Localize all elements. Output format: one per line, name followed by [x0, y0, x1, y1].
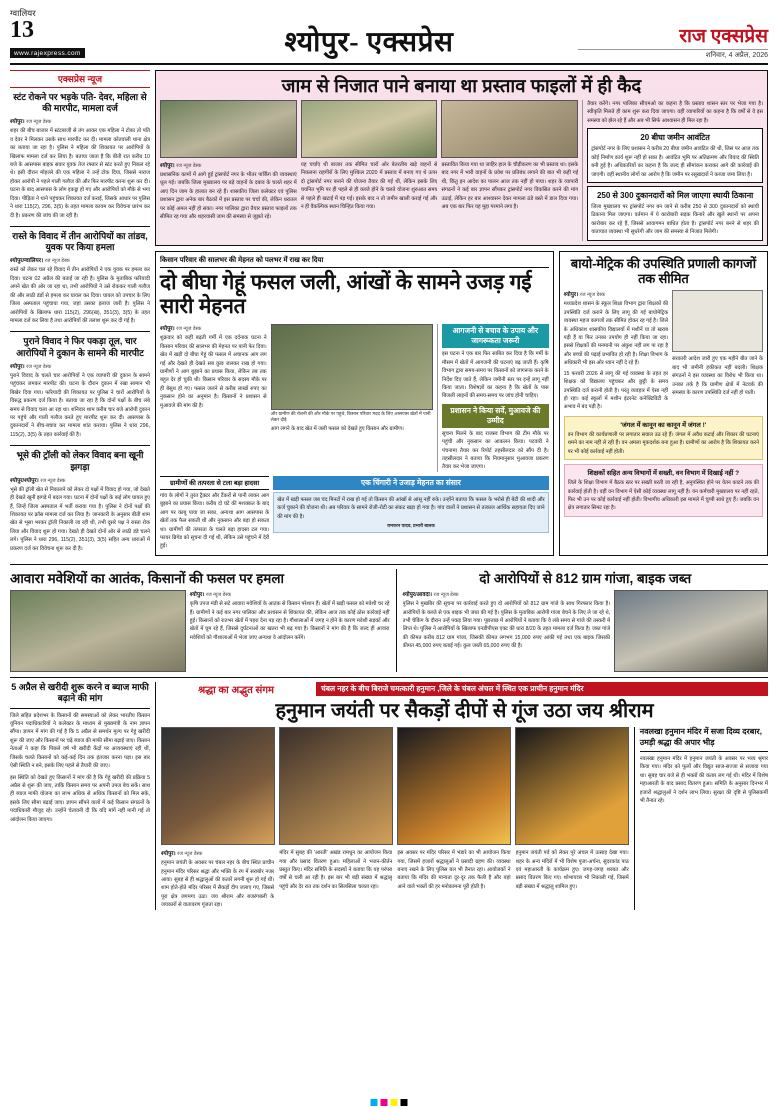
- body-text: मध्यप्रदेश शासन के स्कूल शिक्षा विभाग द्वारा शिक्षकों की उपस्थिति दर्ज कराने के लिए लागू की गई बायोमेट्रिक व्यवस्था महज कागजों तक सीमित होकर रह गई है। जिले के अधिकांश शासकीय विद्यालयों में मशीनें या तो खराब पड़ी हैं या फिर उनका उपयोग ही नहीं किया जा रहा। इससे शिक्षकों की मनमानी पर अंकुश नहीं लग पा रहा है और बच्चों की पढ़ाई प्रभावित हो रही है। शिक्षा विभाग के अधिकारी भी इस ओर ध्यान नहीं दे रहे हैं।: [563, 301, 669, 367]
- headline: दो आरोपियों से 812 ग्राम गांजा, बाइक जब्त: [479, 571, 692, 587]
- body-text: खेत में खड़ी फसल जब चंद मिनटों में राख हो गई तो किसान की आंखों से आंसू नहीं रुके। उन्होंने बताया कि फसल के भरोसे ही बेटी की शादी और कर्ज चुकाने की योजना थी। अब परिवार के सामने रोजी-रोटी का संकट खड़ा हो गया है। गांव वालों ने प्रशासन से तत्काल आर्थिक सहायता दिए जाने की मांग की है।: [277, 496, 545, 520]
- dateline-place: श्योपुर/ग्वालियर।: [10, 258, 44, 265]
- body-text: भूसे की ट्रॉली खेत से निकालने को लेकर दो पक्षों में विवाद हो गया, जो देखते ही देखते खूनी झगड़े में बदल गया। घटना में दोनों पक्षों के कई लोग घायल हुए हैं, जिन्हें जिला अस्पताल में भर्ती कराया गया है। पुलिस ने दोनों पक्षों की शिकायत पर क्रॉस मामला दर्ज कर लिया है। जानकारी के अनुसार बीती शाम खेत से भूसा भरकर ट्रॉली निकाली जा रही थी, तभी दूसरे पक्ष ने रास्ता रोक लिया और विवाद शुरू हो गया। देखते ही देखते दोनों ओर से लाठी डंडे चलने लगे। पुलिस ने धारा 296, 115(2), 351(3), 3(5) सहित अन्य धाराओं में प्रकरण दर्ज कर विवेचना शुरू कर दी है।: [10, 486, 150, 552]
- strip-head: एक चिंगारी ने उजाड़ मेहनत का संसार: [273, 476, 548, 490]
- biometric-body: [564, 290, 763, 411]
- photo-transport-nagar: [301, 100, 438, 158]
- top-story-sidebars: [582, 100, 763, 241]
- overline: श्रद्धा का अद्भुत संगम: [198, 685, 274, 697]
- dateline-source: रज न्यूज डेस्क: [26, 363, 52, 370]
- dateline-source: रज न्यूज डेस्क: [44, 258, 70, 265]
- dateline: [10, 476, 150, 484]
- right-area: [155, 70, 768, 559]
- body-text-3: सरकारी आदेश जारी हुए एक महीने बीत जाने के बाद भी जमीनी हकीकत नहीं बदली। शिक्षक संगठनों ने इस व्यवस्था का विरोध भी किया था। उनका तर्क है कि ग्रामीण क्षेत्रों में नेटवर्क की समस्या के कारण उपस्थिति दर्ज नहीं हो पाती।: [672, 356, 763, 397]
- headline: भूसे की ट्रॉली को लेकर विवाद बना खूनी झगड़ा: [16, 450, 144, 472]
- top-story-traffic-jam: [155, 70, 768, 246]
- dateline-place: श्योपुर।: [161, 851, 176, 858]
- subhead-villagers: ग्रामीणों की तत्परता से टला बड़ा हादसा: [160, 476, 269, 490]
- headline: हनुमान जयंती पर सैकड़ों दीपों से गूंज उठा जय श्रीराम: [275, 700, 654, 723]
- feature-row: [155, 251, 768, 556]
- biometric-col-1: [564, 290, 668, 411]
- page-title: श्योपुर- एक्सप्रेस: [284, 26, 454, 58]
- body-text: पुलिस ने मुखबिर की सूचना पर कार्रवाई करते हुए दो आरोपियों को 812 ग्राम गांजे के साथ गिरफ्तार किया है। आरोपियों के कब्जे से एक बाइक भी जब्त की गई है। पुलिस के मुताबिक आरोपी गांजा बेचने के लिए ले जा रहे थे, तभी चेकिंग के दौरान उन्हें पकड़ लिया गया। पूछताछ में आरोपियों ने बताया कि वे लंबे समय से गांजे की तस्करी में लिप्त थे। पुलिस ने आरोपियों के खिलाफ एनडीपीएस एक्ट की धारा 8/20 के तहत मामला दर्ज किया है। जब्त गांजे की कीमत करीब 812 ग्राम गांजा, जिसकी कीमत लगभग 15,000 रुपए आंकी गई तथा एक बाइक जिसकी कीमत 45,000 रुपए बताई गई। कुल जब्ती 65,000 रुपए की है।: [402, 601, 611, 650]
- hanuman-col-3: [397, 849, 510, 910]
- top-story-col-2: [301, 100, 438, 241]
- body-text: वन विभाग की कार्यप्रणाली पर लगातार सवाल उठ रहे हैं। जंगल में अवैध कटाई और शिकार की घटनाएं थमने का नाम नहीं ले रही हैं। वन अमला मूकदर्शक बना हुआ है। ग्रामीणों का आरोप है कि शिकायत करने पर भी कोई कार्रवाई नहीं होती।: [567, 431, 759, 455]
- photo-traffic: [160, 100, 297, 158]
- brand-logo: राज एक्सप्रेस: [679, 25, 768, 47]
- body-text: इस घटना ने एक बार फिर साबित कर दिया है कि गर्मी के मौसम में खेतों में आगजनी की घटनाएं बढ़ जाती हैं। कृषि विभाग द्वारा समय-समय पर किसानों को जागरूक करने के निर्देश दिए जाते हैं, लेकिन जमीनी स्तर पर इन्हें लागू नहीं किया जाता। विशेषज्ञों का कहना है कि खेतों के पास बिजली लाइनों की समय-समय पर जांच होनी चाहिए।: [442, 351, 549, 400]
- body-text: पुराने विवाद के चलते चार आरोपियों ने एक व्यापारी की दुकान के सामने पहुंचकर जमकर मारपीट की। घटना के दौरान दुकान में रखा सामान भी बिखेर दिया गया। फरियादी की शिकायत पर पुलिस ने चारों आरोपियों के विरुद्ध प्रकरण दर्ज किया है। बताया जा रहा है कि दोनों पक्षों के बीच लंबे समय से विवाद चला आ रहा था। शनिवार शाम करीब चार बजे आरोपी दुकान पर पहुंचे और गाली गलौज करते हुए मारपीट शुरू कर दी। आसपास के दुकानदारों ने बीच-बचाव कर मामला शांत कराया। पुलिस ने धारा 296, 115(2), 3(5) के तहत कार्रवाई की है।: [10, 372, 150, 438]
- masthead: [10, 8, 768, 65]
- hanuman-text-cols: [161, 849, 629, 910]
- dateline-source: रज न्यूज डेस्क: [176, 163, 202, 170]
- divider: [10, 226, 150, 227]
- publication-date: शनिवार, 4 अप्रैल, 2026: [578, 49, 768, 60]
- magenta-mark: [381, 1099, 388, 1106]
- masthead-left: [10, 8, 160, 60]
- headline: 5 अप्रैल से खरीदी शुरू करने व ब्याज माफी बढ़ाने की मांग: [11, 682, 149, 704]
- photo-wrap-4: [515, 727, 629, 845]
- sidebar-head-survey: प्रशासन ने किया सर्वे, मुआवजे की उम्मीद: [442, 404, 549, 428]
- headline: जाम से निजात पाने बनाया था प्रस्ताव फाइलों में ही कैद: [281, 74, 642, 96]
- headline: बायो-मेट्रिक की उपस्थिति प्रणाली कागजों तक सीमित: [570, 255, 756, 287]
- dateline-place: श्योपुर/श्योपुर।: [10, 477, 39, 484]
- headline: 250 से 300 दुकानदारों को मिल जाएगा स्थायी ठिकाना: [596, 191, 754, 201]
- cattle-photo-wrap: [10, 590, 186, 672]
- edition-city: ग्वालियर: [10, 8, 36, 18]
- body-text: नवलखा हनुमान मंदिर में हनुमान जयंती के अवसर पर भव्य श्रृंगार किया गया। मंदिर को फूलों और विद्युत साज-सज्जा से सजाया गया था। सुबह चार बजे से ही भक्तों की कतार लग गई थी। मंदिर में विशेष महाआरती के बाद प्रसाद वितरण हुआ। समिति के अनुसार दिनभर में हजारों श्रद्धालुओं ने दर्शन लाभ लिया। सुरक्षा की दृष्टि से पुलिसकर्मी भी तैनात रहे।: [639, 755, 768, 805]
- band-cattle-ganja: [10, 564, 768, 672]
- top-story-col-3: [441, 100, 578, 241]
- dateline-place: श्योपुर।: [563, 292, 579, 299]
- top-story-columns: [160, 100, 763, 241]
- story-stunt: [10, 92, 150, 220]
- photo-idol-decorated: [279, 727, 393, 845]
- dateline-source: रज न्यूज डेस्क: [579, 292, 605, 299]
- kicker: किसान परिवार की सालभर की मेहनत को पलभर में राख कर दिया: [160, 256, 549, 268]
- hanuman-col-2: [279, 849, 392, 910]
- body-text: कृषि उपज मंडी से सटे आवारा मवेशियों के आतंक से किसान परेशान हैं। खेतों में खड़ी फसल को मवेशी चर रहे हैं। ग्रामीणों ने कई बार नगर पालिका और प्रशासन से शिकायत की, लेकिन आज तक कोई ठोस कार्रवाई नहीं हुई। किसानों को रातभर खेतों में पहरा देना पड़ रहा है। गौशालाओं में जगह न होने के कारण मवेशी सड़कों और खेतों में घूम रहे हैं, जिससे दुर्घटनाओं का खतरा भी बढ़ गया है। किसानों ने मांग की है कि जल्द ही आवारा मवेशियों को गौशालाओं में भेजा जाए अन्यथा वे आंदोलन करेंगे।: [189, 601, 390, 641]
- photo-wrap-1: [161, 727, 275, 845]
- story-biometric: [559, 251, 768, 556]
- body-text: हनुमान जयंती के अवसर पर चंबल नहर के बीच स्थित प्राचीन हनुमान मंदिर परिसर श्रद्धा और भक्ति के रंग में सराबोर नजर आया। सुबह से ही श्रद्धालुओं की कतारें लगनी शुरू हो गईं थीं। शाम होते-होते मंदिर परिसर में सैकड़ों दीप जलाए गए, जिससे पूरा क्षेत्र जगमगा उठा। जय श्रीराम और बजरंगबली के जयकारों से वातावरण गूंजता रहा।: [161, 860, 275, 909]
- body-text: जिले के शिक्षा विभाग में बैठक स्तर पर सख्ती बरती जा रही है, अनुपस्थित होने पर वेतन काटने तक की कार्रवाई होती है। वहीं वन विभाग में ऐसी कोई व्यवस्था लागू नहीं है। वन कर्मचारी मुख्यालय पर नहीं रहते, फिर भी उन पर कोई कार्रवाई नहीं होती। विभागीय अधिकारी इस मामले में चुप्पी साधे हुए हैं। जबकि वन क्षेत्र लगातार सिमट रहा है।: [567, 480, 759, 512]
- dateline-place: श्योपुर।: [189, 592, 205, 599]
- dateline: [161, 849, 274, 857]
- black-mark: [401, 1099, 408, 1106]
- story-ganja: [403, 569, 768, 672]
- body-text: इस अवसर पर मंदिर परिसर में भंडारे का भी आयोजन किया गया, जिसमें हजारों श्रद्धालुओं ने प्रसादी ग्रहण की। व्यवस्था बनाए रखने के लिए पुलिस बल भी तैनात रहा। आयोजकों ने बताया कि मंदिर की मान्यता दूर-दूर तक फैली है और यहां आने वाले भक्तों की हर मनोकामना पूरी होती है।: [397, 850, 511, 890]
- page-number: 13: [10, 17, 34, 43]
- dateline-place: श्योपुर।: [160, 326, 175, 333]
- photo-police: [614, 590, 768, 672]
- story-road-dispute: [10, 231, 150, 325]
- dateline: [10, 256, 150, 264]
- headline: शिक्षकों सहित अन्य विभागों में सख्ती, वन विभाग में दिखाई नहीं ?: [587, 470, 740, 478]
- photo-caption-2: आग लगने के बाद खेत में जली फसल को देखते हुए किसान और ग्रामीण।: [270, 426, 404, 433]
- feature-body: [160, 324, 549, 472]
- body-text: रास्ते को लेकर चल रहे विवाद में तीन आरोपियों ने एक युवक पर हमला कर दिया। घटना 02 अप्रैल की बताई जा रही है। पुलिस के मुताबिक फरियादी अपने खेत की ओर जा रहा था, तभी आरोपियों ने उसे रोककर गाली गलौज की और लाठी डंडों से हमला कर घायल कर दिया। घायल को उपचार के लिए जिला अस्पताल पहुंचाया गया, जहां उसका इलाज जारी है। पुलिस ने आरोपियों के खिलाफ धारा 115(2), 296(ख), 351(3), 3(5) के तहत मामला दर्ज कर लिया है तथा आरोपियों की तलाश शुरू कर दी गई है।: [10, 267, 150, 324]
- story-trolley-fight: [10, 450, 150, 553]
- hanuman-photos: [161, 727, 629, 845]
- masthead-center: [160, 22, 578, 60]
- main-content: [10, 70, 768, 559]
- top-story-col-1: [160, 100, 297, 241]
- hanuman-body: [161, 727, 768, 910]
- dateline-source: रज न्यूज डेस्क: [176, 326, 202, 333]
- sidebar-navlakha: [640, 727, 768, 910]
- photo-wrap-3: [397, 727, 511, 845]
- cmyk-registration-marks: [371, 1099, 408, 1106]
- sidebar-head-fire-safety: आगजनी से बचाव के उपाय और जागरूकता जरूरी: [442, 324, 549, 348]
- band-row: [10, 569, 768, 672]
- dateline-source: रज न्यूज डेस्क: [433, 592, 459, 599]
- photo-burnt-field: [271, 324, 433, 410]
- hanuman-col-4: [516, 849, 629, 910]
- strip-body: [273, 492, 548, 533]
- headline: स्टंट रोकने पर भड़के पति- देवर, महिला से की मारपीट, मामला दर्ज: [13, 91, 147, 114]
- body-text: जिला मुख्यालय पर ट्रांसपोर्ट नगर बन जाने से करीब 250 से 300 दुकानदारों को स्थायी ठिकाना मिल जाएगा। वर्तमान में ये कारोबारी सड़क किनारे और खुले स्थानों पर अपना कारोबार कर रहे हैं, जिससे आवागमन बाधित होता है। ट्रांसपोर्ट नगर बनने से शहर की यातायात व्यवस्था भी सुधरेगी और जाम की समस्या से निजात मिलेगी।: [591, 204, 759, 236]
- feature-bottom-strip: [273, 476, 548, 551]
- feature-col-sidebars: [437, 324, 549, 472]
- dateline: [564, 290, 668, 298]
- dateline: [10, 362, 150, 370]
- dateline: [160, 324, 267, 332]
- sidebar-250-shops: [587, 186, 763, 241]
- vertical-divider: [155, 682, 156, 910]
- hanuman-header: [161, 682, 768, 696]
- body-text: प्रस्तावित किया गया था जाहिर हाल के चौड़ीकरण का भी प्रस्ताव था। इसके बाद नगर में भारी वाहनों के प्रवेश पर प्रतिबंध लगाने की बात भी कही गई थी, किंतु इन आदेश का पालन आज तक नहीं हो पाया। शहर के व्यापारी संगठनों ने कई बार ज्ञापन सौंपकर ट्रांसपोर्ट नगर विकसित करने की मांग उठाई, लेकिन हर बार आश्वासन देकर मामला ठंडे बस्ते में डाल दिया गया। अब एक बार फिर यह मुद्दा गरमाने लगा है।: [441, 162, 579, 211]
- photo-temple-deity: [161, 727, 275, 845]
- byline: रामचरन यादव, प्रभारी बालक: [387, 523, 435, 529]
- photo-signboard: [441, 100, 578, 158]
- feature-hanuman: [161, 682, 768, 910]
- dateline-place: श्योपुर।: [10, 363, 25, 370]
- feature-col-photo: [271, 324, 433, 472]
- headline: नवलखा हनुमान मंदिर में सजा दिव्य दरबार, उमड़ी श्रद्धा की अपार भीड़: [639, 727, 762, 747]
- headline: रास्ते के विवाद में तीन आरोपियों का तांडव, युवक पर किया हमला: [12, 230, 148, 253]
- cattle-text-wrap: [190, 590, 390, 672]
- dateline-source: रज न्यूज डेस्क: [26, 119, 52, 126]
- body-text-2: 15 फरवरी 2026 से लागू की गई व्यवस्था के तहत हर शिक्षक को विद्यालय पहुंचकर और छुट्टी के समय उपस्थिति दर्ज करानी होती है। परंतु व्यवहार में ऐसा नहीं हो रहा। कई स्कूलों में मशीन इंटरनेट कनेक्टिविटी के अभाव में बंद पड़ी है।: [563, 370, 669, 411]
- section-tag-express-news: एक्सप्रेस न्यूज: [10, 70, 150, 88]
- sidebar-20-bigha: [587, 128, 763, 183]
- website-url[interactable]: www.rajexpress.com: [10, 48, 85, 58]
- body-text: यह चर्चाएं थी बाजार तक सीमित चारों ओर बेतरतीब खड़े वाहनों से निकलना राहगीरों के लिए मुश्किल 2020 में प्रस्ताव में बनाए गए थे ऊपर दो ट्रांसपोर्ट नगर बनाने की योजना तैयार की गई थी, लेकिन इसके लिए चयनित भूमि पर ही पहले से ही कब्जे होने के चलते योजना शुरुआत समय से पहले ही खटाई में पड़ गई। इसके बाद न तो जमीन खाली कराई गई और न ही वैकल्पिक स्थान चिन्हित किया गया।: [300, 162, 438, 211]
- dateline: [403, 590, 611, 598]
- body-text: प्रशासनिक कामों में आगे हुई ट्रांसपोर्ट नगर के भीतर पार्किंग की व्यवस्थाएं धूल गई। जबकि जिला मुख्यालय पर बड़े वाहनों के दबाव के चलते शहर में आए दिन जाम के हालात बन रहे हैं। शासकीय जिला कलेक्टर एवं पुलिस प्रशासन द्वारा अनेक बार बैठकों में इस प्रस्ताव पर चर्चा की, लेकिन धरातल पर कोई अमल नहीं हो सका। नगर पालिका द्वारा तैयार प्रस्ताव फाइलों तक सीमित रह गया और शहरवासी जाम की समस्या से जूझते रहे।: [160, 172, 297, 221]
- headline: 'जंगल में कानून का कानून में जंगल !': [620, 421, 707, 429]
- masthead-right: [578, 22, 768, 60]
- headline: दो बीघा गेहूं फसल जली, आंखों के सामने उजड़ गई सारी मेहनत: [160, 270, 532, 319]
- dateline-source: रज न्यूज डेस्क: [206, 592, 232, 599]
- body-text: ट्रांसपोर्ट नगर के लिए प्रशासन ने करीब 20 बीघा जमीन आवंटित की थी, जिस पर आज तक कोई निर्माण कार्य शुरू नहीं हो सका है। आवंटित भूमि पर अतिक्रमण और विवाद की स्थिति बनी हुई है। अधिकारियों का कहना है कि जल्द ही सीमांकन कराकर आगे की कार्रवाई की जाएगी। वहीं स्थानीय लोगों का आरोप है कि जमीन पर रसूखदारों ने कब्जा जमा लिया है।: [591, 146, 759, 178]
- body-text: सूचना मिलने के बाद राजस्व विभाग की टीम मौके पर पहुंची और नुकसान का आकलन किया। पटवारी ने पंचनामा तैयार कर रिपोर्ट तहसीलदार को सौंप दी है। तहसीलदार ने बताया कि नियमानुसार मुआवजा प्रकरण तैयार कर भेजा जाएगा।: [442, 430, 549, 471]
- dateline: [190, 590, 390, 598]
- dateline-source: रज न्यूज डेस्क: [177, 851, 203, 858]
- body-text: तैयार करेंगे। नगर पालिका सीएमओ का कहना है कि प्रस्ताव शासन स्तर पर भेजा गया है। स्वीकृति मिलते ही काम शुरू करा दिया जाएगा। वहीं व्यापारियों का कहना है कि वर्षों से वे इस समस्या को झेल रहे हैं और अब भी सिर्फ आश्वासन ही मिल रहा है।: [587, 101, 763, 124]
- photo-cattle: [10, 590, 186, 672]
- ganja-text-wrap: [403, 590, 611, 672]
- body-text: शुक्रवार को कहीं बढ़ती गर्मी में एक दर्दनाक घटना ने किसान परिवार की सालभर की मेहनत पर पानी फेर दिया। खेत में खड़ी दो बीघा गेहूं की फसल में अचानक आग लग गई और देखते ही देखते सब कुछ जलकर राख हो गया। ग्रामीणों ने आग बुझाने का प्रयास किया, लेकिन तब तक बहुत देर हो चुकी थी। किसान परिवार के सदस्य मौके पर ही बेसुध हो गए। फसल जलने से करीब लाखों रुपए का नुकसान होने का अनुमान है। किसानों ने प्रशासन से मुआवजे की मांग की है।: [160, 335, 267, 409]
- dateline-place: श्योपुर।: [160, 163, 175, 170]
- body-text: गांव के लोगों ने तुरंत ट्रैक्टर और टैंकरों से पानी लाकर आग बुझाने का प्रयास किया। करीब दो घंटे की मशक्कत के बाद आग पर काबू पाया जा सका, अन्यथा आग आसपास के खेतों तक फैल सकती थी और नुकसान और बड़ा हो सकता था। ग्रामीणों की तत्परता के चलते बड़ा हादसा टल गया। फायर ब्रिगेड को सूचना दी गई थी, लेकिन उसे पहुंचने में देरी हुई।: [160, 492, 270, 550]
- hanuman-main: [161, 727, 629, 910]
- body-text: शहर की बीच बाजार में स्टंटबाजी से तंग आकर एक महिला ने टोका तो पति व देवर ने मिलकर उसके साथ मारपीट कर दी। मामला कोतवाली थाना क्षेत्र का बताया जा रहा है। पुलिस ने महिला की शिकायत पर आरोपियों के खिलाफ मामला दर्ज कर लिया है। बताया जाता है कि बीती रात करीब 10 बजे के आसपास बाइक सवार युवक तेज रफ्तार से स्टंट करते हुए निकल रहे थे। इसी दौरान मोहल्ले की एक महिला ने उन्हें टोक दिया, जिससे नाराज होकर आरोपी ने पहले गाली गलौज की और फिर मारपीट करना शुरू कर दी। घटना के बाद आसपास के लोग इकट्ठा हो गए और आरोपियों को मौके से भगा दिया। पीड़िता ने थाने पहुंचकर शिकायत दर्ज कराई, जिसके आधार पर पुलिस ने धारा 115(2), 296, 3(5) के तहत मामला कायम कर विवेचना प्रारंभ कर दी है। प्रकरण की जांच की जा रही है।: [10, 128, 150, 219]
- dateline-place: श्योपुर।: [10, 119, 25, 126]
- left-column: [10, 70, 150, 559]
- ganja-photo-wrap: [614, 590, 768, 672]
- divider: [640, 751, 768, 752]
- box-teacher-strictness: [564, 464, 763, 517]
- box-jungle-law: [564, 416, 763, 460]
- dateline: [160, 161, 297, 169]
- headline: पुराने विवाद ने फिर पकड़ा तूल, चार आरोपियों ने दुकान के सामने की मारपीट: [16, 336, 144, 358]
- ganja-body: [403, 590, 768, 672]
- vertical-divider: [634, 727, 635, 910]
- divider: [10, 708, 150, 709]
- biometric-col-2: [672, 290, 763, 411]
- story-old-dispute: [10, 336, 150, 439]
- photo-document: [672, 290, 763, 352]
- hanuman-col-1: [161, 849, 274, 910]
- divider: [10, 331, 150, 332]
- yellow-mark: [391, 1099, 398, 1106]
- dateline-place: श्योपुर/आवदा।: [402, 592, 432, 599]
- story-cattle: [10, 569, 390, 672]
- headline: आवारा मवेशियों का आतंक, किसानों की फसल पर हमला: [10, 571, 284, 587]
- photo-caption: और ग्रामीण की रोशनी की और मौके पर पहुंचे, किसान परिवार मदद के लिए आसपास खेतों में पानी लेकर दौड़े: [270, 411, 431, 423]
- feature-col-1: [160, 324, 267, 472]
- feature-lower: [160, 476, 549, 551]
- feature-wheat-fire: [155, 251, 554, 556]
- body-text: जिले सहित प्रदेशभर के किसानों की समस्याओं को लेकर भारतीय किसान यूनियन पदाधिकारियों ने कलेक्टर के माध्यम से मुख्यमंत्री के नाम ज्ञापन सौंपा। ज्ञापन में मांग की गई है कि 5 अप्रैल से समर्थन मूल्य पर गेहूं खरीदी शुरू की जाए और किसानों पर चढ़े ब्याज की माफी सीमा बढ़ाई जाए। किसान नेताओं ने कहा कि पिछले वर्ष भी खरीदी केंद्रों पर अव्यवस्थाएं रही थीं, जिसके चलते किसानों को कई-कई दिन तक इंतजार करना पड़ा। इस बार ऐसी स्थिति न बने, इसके लिए पहले से तैयारी की जाए।: [10, 712, 150, 770]
- body-text: मंदिर में सुबह की 'आरती' अखंड रामधुन का आयोजन किया गया और प्रसाद वितरण हुआ। महिलाओं ने भजन-कीर्तन प्रस्तुत किए। मंदिर समिति के सदस्यों ने बताया कि यह परंपरा वर्षों से चली आ रही है। इस बार भी बड़ी संख्या में श्रद्धालु पहुंचे और देर रात तक दर्शन का सिलसिला चलता रहा।: [279, 850, 393, 890]
- body-text-2: इस स्थिति को देखते हुए किसानों ने मांग की है कि गेहूं खरीदी की प्रक्रिया 5 अप्रैल से शुरू की जाए, ताकि किसान समय पर अपनी उपज बेच सकें। साथ ही ब्याज माफी योजना का लाभ अधिक से अधिक किसानों को मिल सके, इसके लिए सीमा बढ़ाई जाए। ज्ञापन सौंपने वालों में कई किसान संगठनों के पदाधिकारी मौजूद रहे। उन्होंने चेतावनी दी कि यदि मांगें नहीं मानी गईं तो आंदोलन किया जाएगा।: [10, 774, 150, 823]
- photo-deepak-rows: [515, 727, 629, 845]
- bottom-section: [10, 677, 768, 910]
- story-wheat-purchase: [10, 682, 150, 910]
- vertical-divider: [396, 569, 397, 672]
- photo-wrap-2: [279, 727, 393, 845]
- cattle-body: [10, 590, 390, 672]
- divider: [10, 445, 150, 446]
- body-text: हनुमान जयंती पर्व को लेकर पूरे अंचल में उत्साह देखा गया। शहर के अन्य मंदिरों में भी विशेष पूजा-अर्चना, सुंदरकांड पाठ एवं महाआरती के कार्यक्रम हुए। जगह-जगह शरबत और प्रसाद वितरण किए गए। शोभायात्रा भी निकाली गई, जिसमें बड़ी संख्या में श्रद्धालु शामिल हुए।: [515, 850, 629, 890]
- feature-lower-col: [160, 476, 269, 551]
- photo-lamps: [397, 727, 511, 845]
- dateline-source: रज न्यूज डेस्क: [40, 477, 66, 484]
- dateline: [10, 117, 150, 125]
- headline: 20 बीघा जमीन आवंटित: [640, 133, 710, 143]
- ribbon-text: चंबल नहर के बीच बिराजे चमत्कारी हनुमान ,जिले के चंबल अंचल में स्थित एक प्राचीन हनुमान मंदिर: [316, 682, 768, 696]
- cyan-mark: [371, 1099, 378, 1106]
